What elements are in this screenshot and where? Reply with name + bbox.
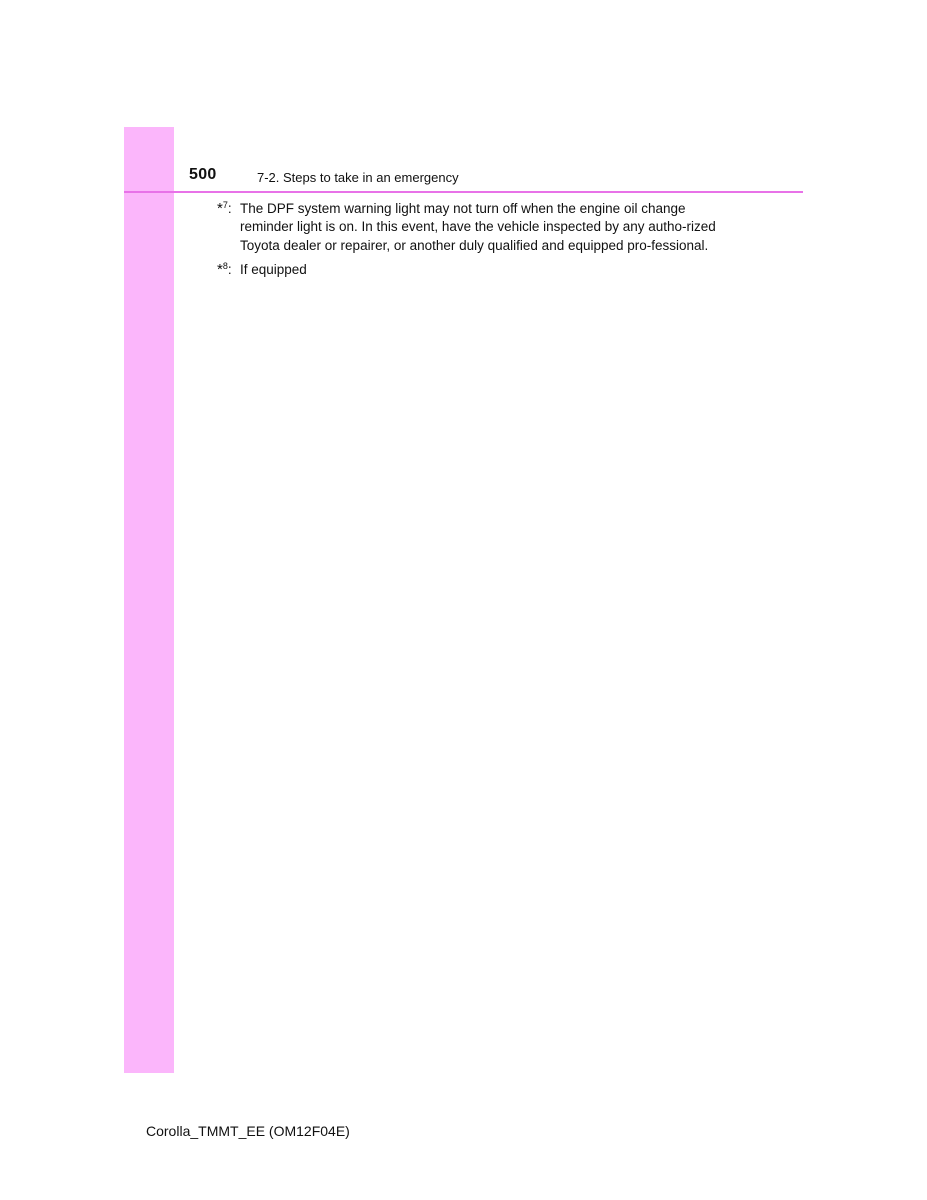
footnote-text: If equipped <box>240 261 307 277</box>
footnote-list <box>217 200 727 285</box>
footnote-7 <box>217 200 727 255</box>
page-number: 500 <box>189 166 217 183</box>
section-title: 7-2. Steps to take in an emergency <box>257 170 459 185</box>
footnote-number: 7 <box>222 200 228 210</box>
footnote-text: The DPF system warning light may not turn off when the engine oil change reminder light is on. In this event, have the vehicle inspected by any autho-rized Toyota dealer or repairer, or another duly qualified and equipped pro-fessional. <box>240 201 716 253</box>
footnote-marker: *$^8$: <box>217 260 232 278</box>
footnote-number: 8 <box>222 260 228 271</box>
side-tab <box>124 127 174 1073</box>
footnote-marker: *$^7$: <box>217 200 232 217</box>
footnote-8 <box>217 261 727 279</box>
document-code: Corolla_TMMT_EE (OM12F04E) <box>146 1123 350 1139</box>
header-rule <box>124 191 803 193</box>
